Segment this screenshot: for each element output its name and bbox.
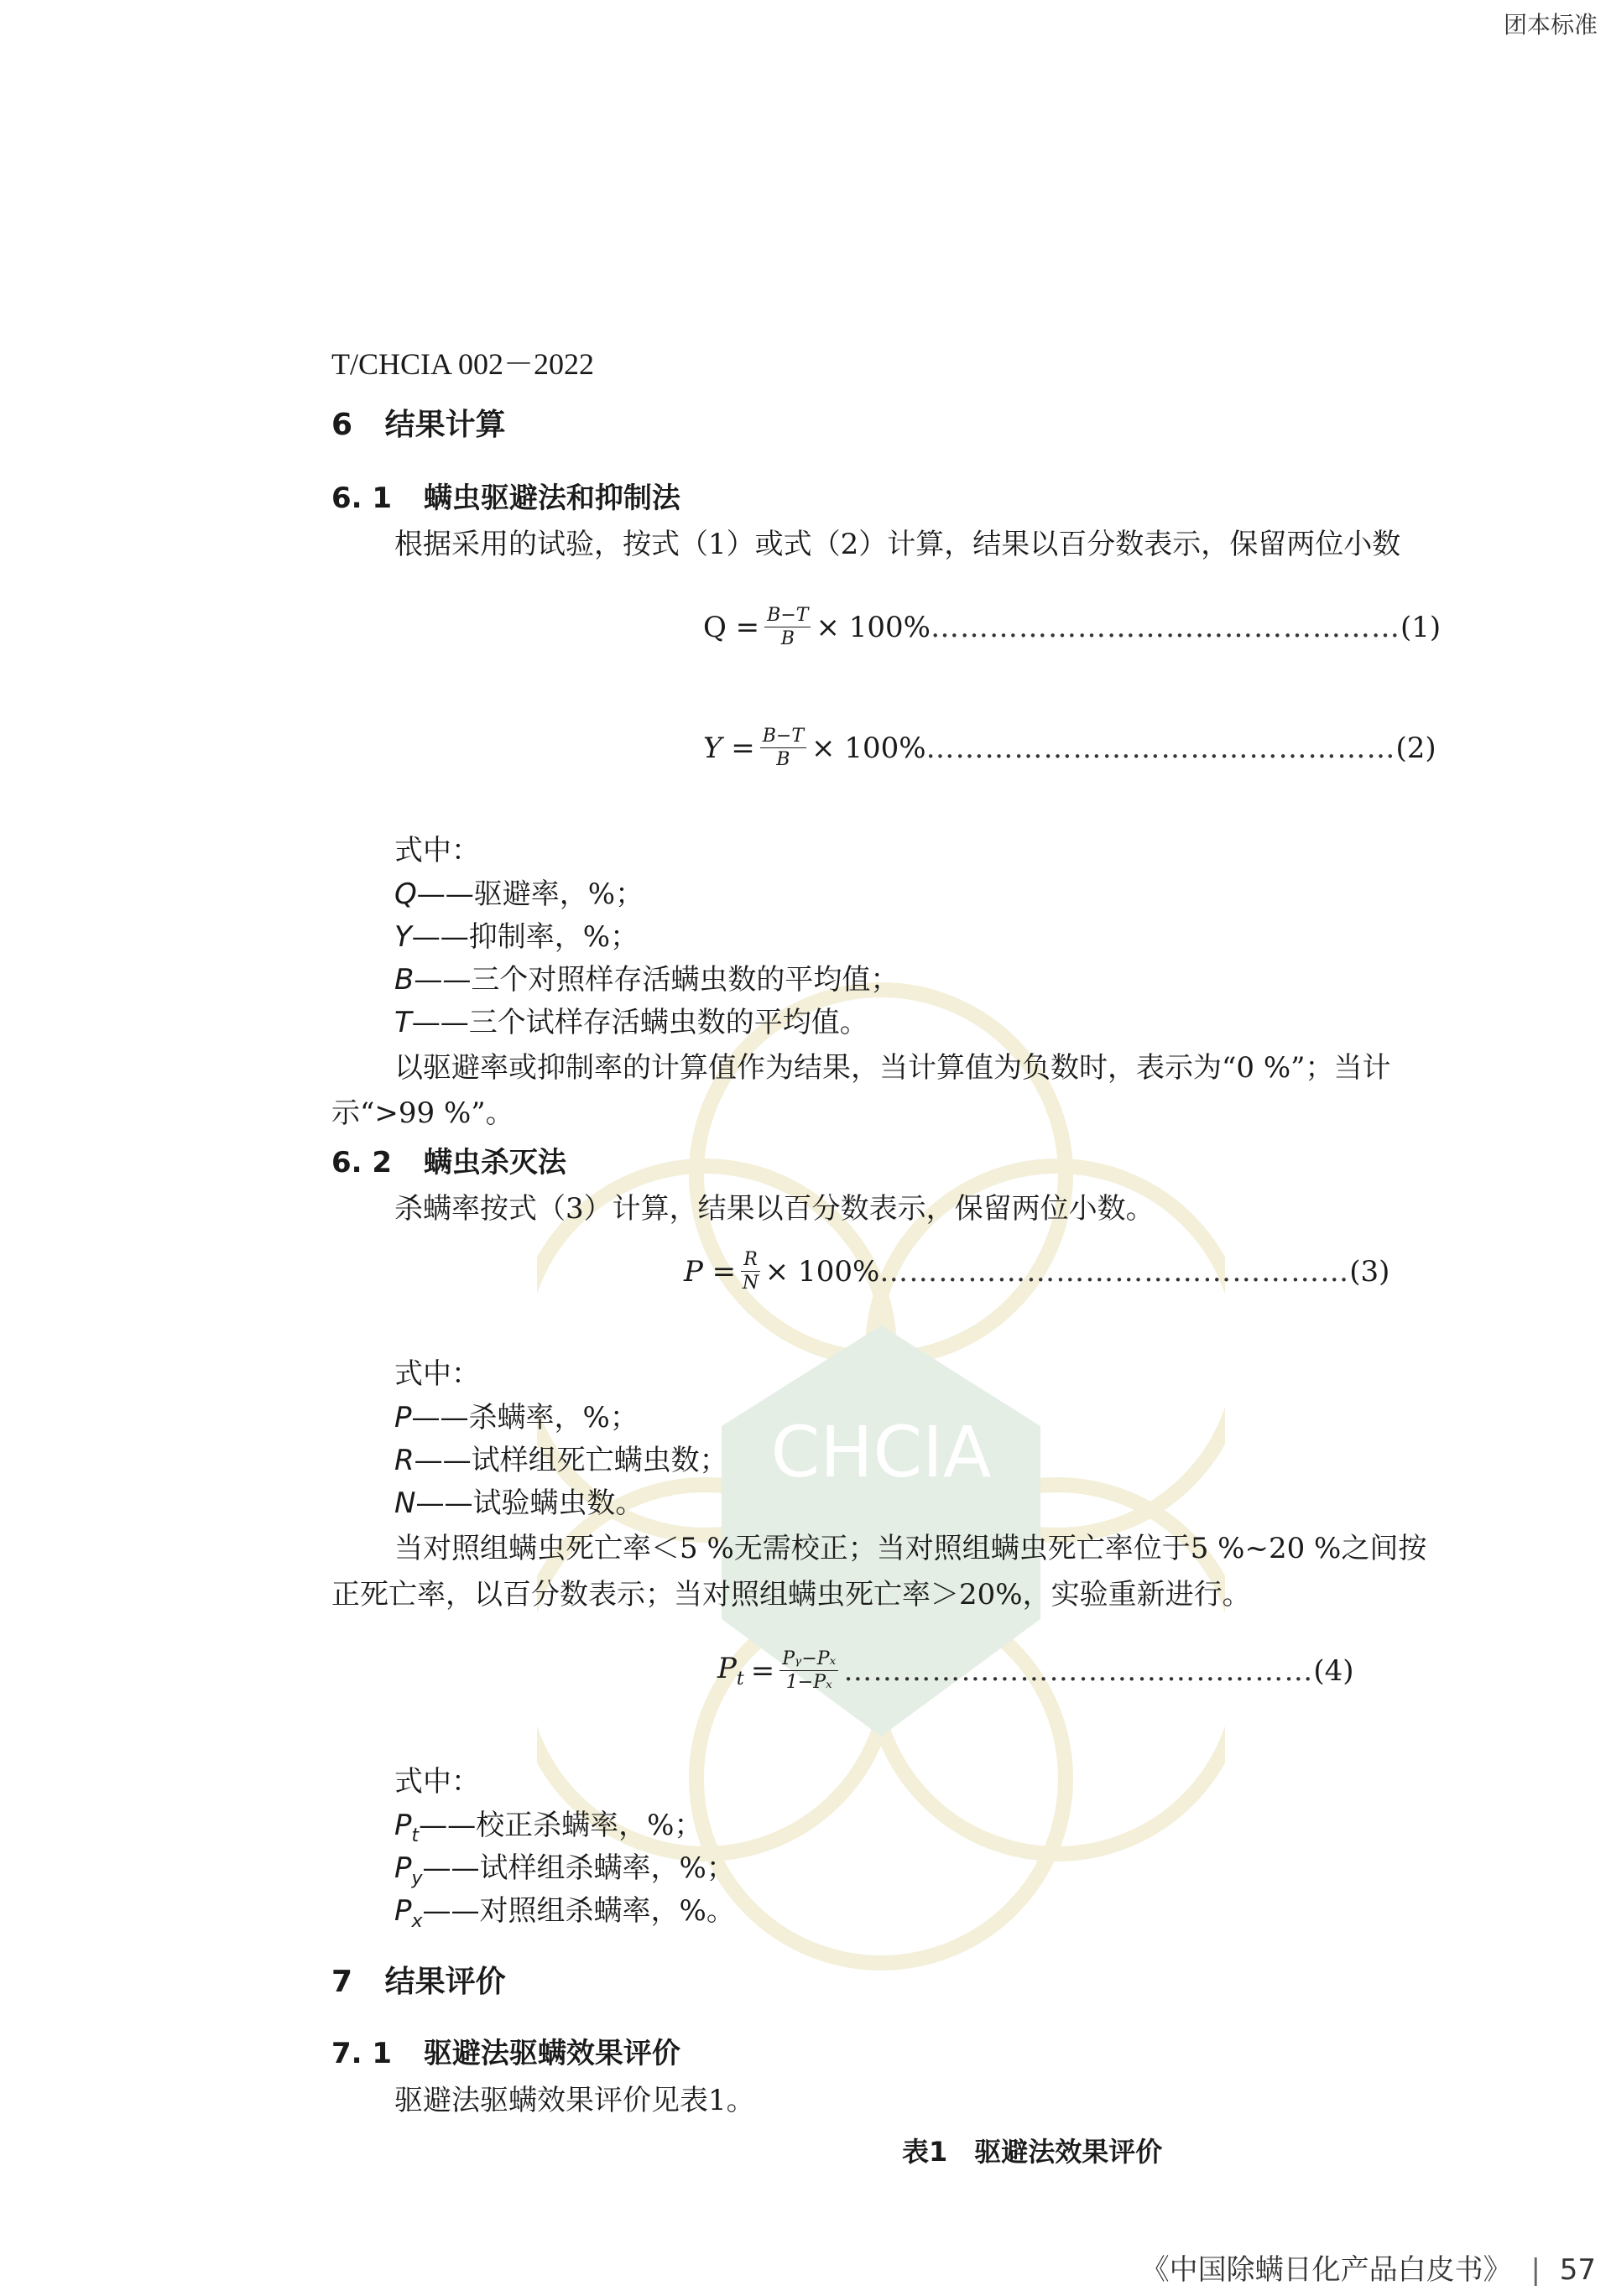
definition-text: ——对照组杀螨率，%。: [422, 1894, 735, 1928]
formula-fraction: [760, 726, 806, 769]
definition-item: [394, 956, 899, 997]
footer-separator: |: [1530, 2253, 1541, 2287]
result-paragraph-line-2: 示“>99 %”。: [331, 1096, 514, 1130]
formula-leader-dots: …………………………………………: [930, 610, 1400, 644]
fraction-numerator: B−T: [764, 606, 811, 627]
formula-fraction: [741, 1250, 760, 1293]
formula-lhs-subscript: t: [736, 1668, 744, 1689]
definition-symbol: B: [394, 963, 414, 997]
section-number: 6: [331, 408, 353, 442]
section-number: 6. 2: [331, 1146, 393, 1179]
definition-symbol: R: [394, 1444, 414, 1477]
fraction-denominator: B: [776, 749, 790, 771]
formula-2: [703, 726, 1436, 769]
fraction-numerator: Pᵧ−Pₓ: [779, 1649, 838, 1671]
paragraph-6-2-intro: 杀螨率按式（3）计算，结果以百分数表示，保留两位小数。: [394, 1192, 1155, 1226]
formula-fraction: [764, 606, 811, 648]
section-title: 结果计算: [384, 408, 506, 442]
formula-rhs: × 100%: [816, 610, 931, 644]
definition-symbol: Y: [394, 920, 412, 954]
definition-item: [394, 914, 639, 955]
formula-4: [717, 1649, 1354, 1692]
definition-text: ——三个对照样存活螨虫数的平均值；: [414, 963, 899, 997]
header-tag: 团本标准: [1503, 11, 1598, 39]
definition-item: [394, 1802, 702, 1846]
definition-item: [394, 1887, 735, 1932]
definition-symbol: T: [394, 1006, 412, 1039]
where-label: 式中：: [394, 1765, 480, 1799]
definition-symbol: P: [394, 1851, 412, 1885]
where-label: 式中：: [394, 1357, 480, 1391]
formula-lhs: Q =: [703, 610, 760, 644]
page-number: 57: [1559, 2253, 1596, 2287]
formula-lhs: P =: [684, 1254, 737, 1289]
formula-number: (3): [1349, 1254, 1390, 1289]
page-footer: [1141, 2247, 1596, 2288]
definition-text: ——驱避率，%；: [416, 877, 644, 911]
footer-title: 《中国除螨日化产品白皮书》: [1140, 2253, 1512, 2287]
definition-subscript: t: [411, 1825, 420, 1846]
definition-text: ——试样组杀螨率，%；: [422, 1851, 735, 1885]
paragraph-7-1-intro: 驱避法驱螨效果评价见表1。: [394, 2084, 755, 2117]
correction-paragraph-line-2: 正死亡率，以百分数表示；当对照组螨虫死亡率＞20%，实验重新进行。: [331, 1578, 1251, 1611]
definition-text: ——试验螨虫数。: [415, 1486, 644, 1520]
fraction-denominator: N: [742, 1273, 759, 1294]
section-number: 7. 1: [331, 2037, 393, 2070]
definition-item: [394, 871, 644, 912]
section-title: 结果评价: [384, 1965, 506, 1999]
section-number: 6. 1: [331, 482, 393, 515]
formula-3: [684, 1250, 1389, 1293]
document-code: T/CHCIA 002－2022: [331, 347, 595, 381]
definition-symbol: Q: [394, 877, 417, 911]
fraction-numerator: B−T: [760, 726, 806, 748]
formula-lhs: Y =: [703, 731, 755, 765]
formula-leader-dots: …………………………………………: [925, 731, 1396, 765]
formula-equals: =: [750, 1653, 775, 1688]
definition-subscript: y: [411, 1867, 423, 1889]
section-number: 7: [331, 1965, 353, 1999]
formula-fraction: [779, 1649, 838, 1692]
definition-symbol: P: [394, 1401, 412, 1434]
formula-lhs-base: P: [717, 1652, 737, 1686]
formula-number: (1): [1400, 610, 1442, 644]
formula-number: (2): [1395, 731, 1436, 765]
definition-text: ——校正杀螨率，%；: [419, 1809, 703, 1842]
formula-rhs: × 100%: [811, 731, 926, 765]
formula-rhs: × 100%: [764, 1254, 880, 1289]
definition-text: ——试样组死亡螨虫数；: [414, 1444, 728, 1477]
fraction-denominator: B: [780, 628, 795, 650]
formula-leader-dots: …………………………………………: [843, 1653, 1314, 1688]
definition-symbol: P: [394, 1894, 412, 1928]
formula-1: [703, 606, 1441, 648]
section-title: 螨虫杀灭法: [423, 1146, 566, 1179]
formula-number: (4): [1313, 1653, 1354, 1688]
section-7-1-heading: [331, 2030, 680, 2071]
section-6-2-heading: [331, 1139, 566, 1180]
definition-subscript: x: [411, 1910, 423, 1932]
correction-paragraph-line-1: 当对照组螨虫死亡率＜5 %无需校正；当对照组螨虫死亡率位于5 %~20 %之间按: [394, 1532, 1427, 1565]
section-7-heading: [331, 1958, 506, 2001]
section-title: 螨虫驱避法和抑制法: [423, 482, 680, 515]
definition-text: ——杀螨率，%；: [411, 1401, 639, 1434]
section-title: 驱避法驱螨效果评价: [423, 2037, 680, 2070]
definition-item: [394, 1437, 728, 1478]
definition-text: ——抑制率，%；: [411, 920, 639, 954]
table-1-caption: 表1 驱避法效果评价: [902, 2136, 1163, 2168]
result-paragraph-line-1: 以驱避率或抑制率的计算值作为结果，当计算值为负数时，表示为“0 %”；当计: [394, 1051, 1391, 1085]
formula-leader-dots: …………………………………………: [879, 1254, 1350, 1289]
definition-item: [394, 999, 868, 1040]
definition-text: ——三个试样存活螨虫数的平均值。: [411, 1006, 868, 1039]
definition-symbol: P: [394, 1809, 412, 1842]
definition-item: [394, 1480, 644, 1521]
definition-item: [394, 1394, 639, 1435]
definition-item: [394, 1845, 735, 1889]
section-6-1-heading: [331, 475, 680, 516]
fraction-denominator: 1−Pₓ: [785, 1672, 832, 1694]
definition-symbol: N: [394, 1486, 416, 1520]
where-label: 式中：: [394, 834, 480, 867]
paragraph-6-1-intro: 根据采用的试验，按式（1）或式（2）计算，结果以百分数表示，保留两位小数: [394, 528, 1401, 561]
fraction-numerator: R: [741, 1250, 760, 1272]
formula-lhs: [717, 1652, 744, 1689]
section-6-heading: [331, 401, 506, 444]
watermark-text: CHCIA: [770, 1411, 992, 1493]
